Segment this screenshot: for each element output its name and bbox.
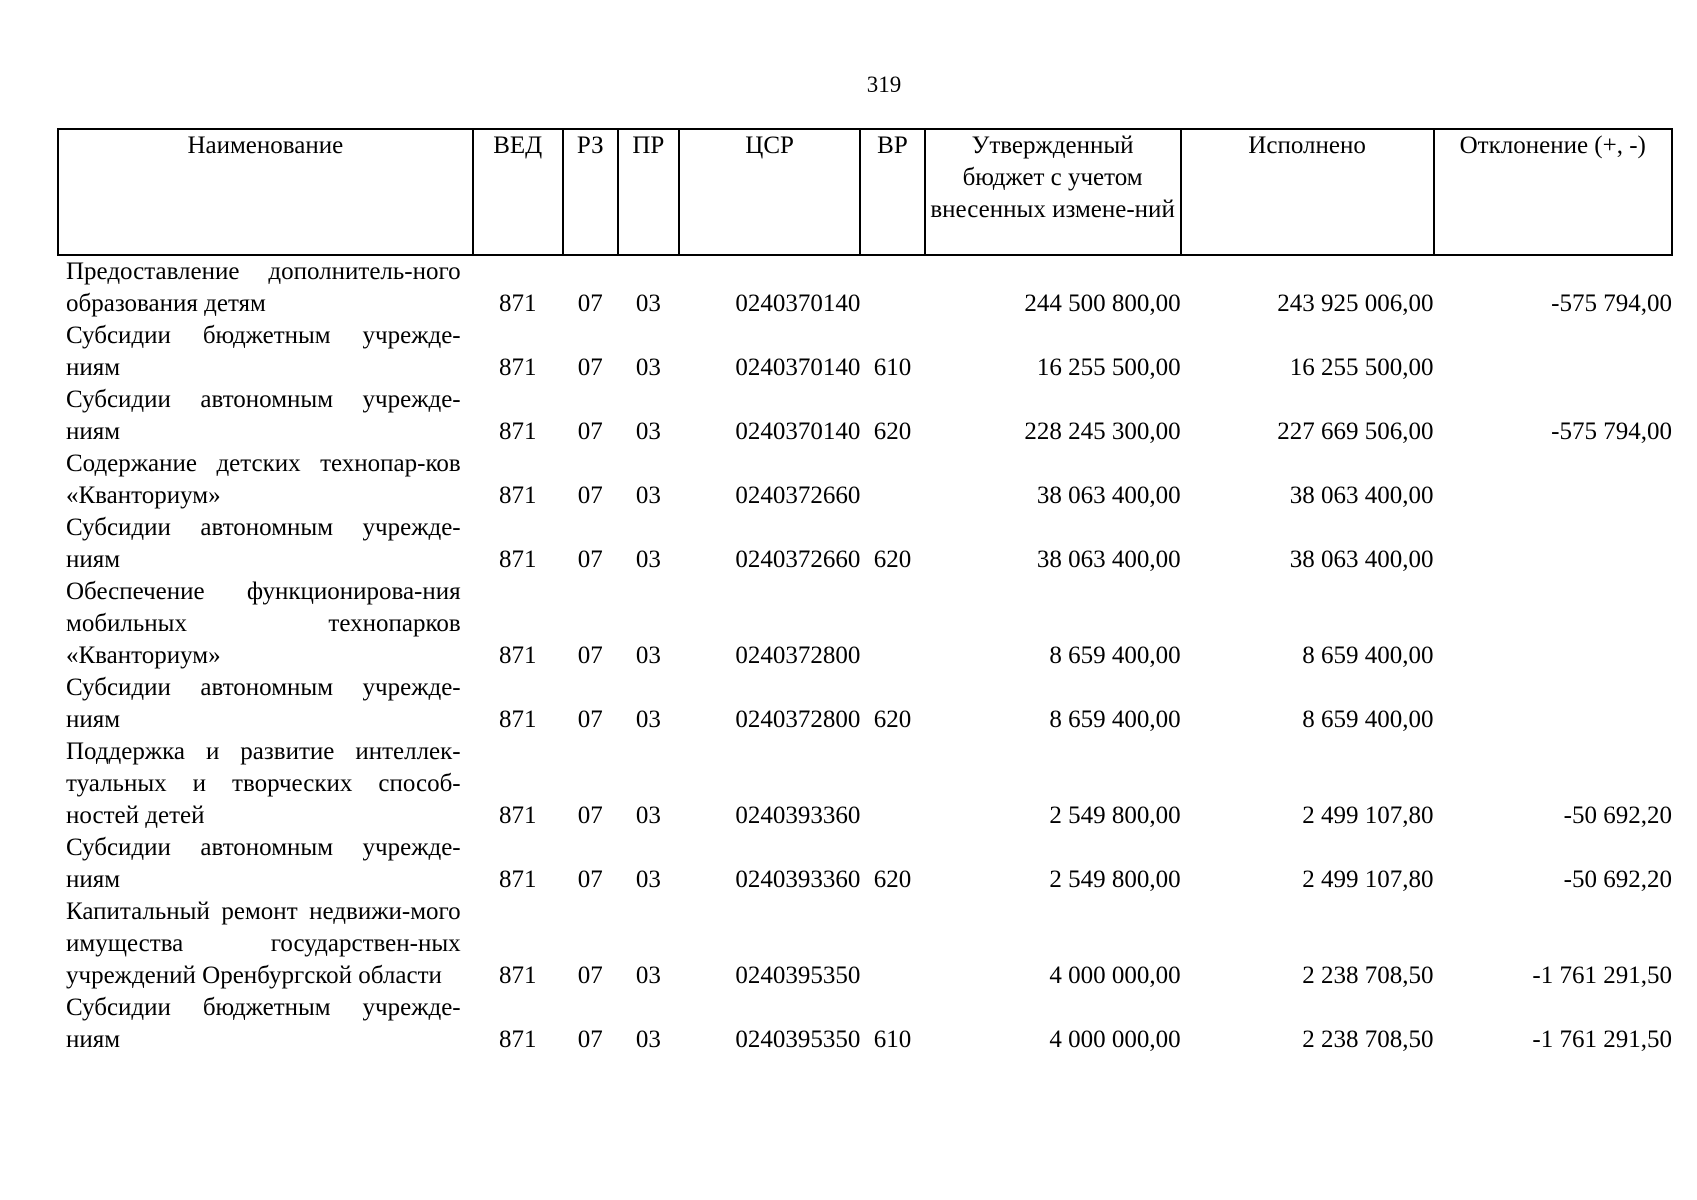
row-csr: 0240372660: [735, 546, 861, 573]
row-csr: 0240370140: [735, 418, 861, 445]
row-rz: 07: [577, 482, 603, 509]
row-name: Субсидии автономным учрежде-ниям: [66, 674, 461, 733]
header-pr: ПР: [618, 129, 679, 255]
row-name: Обеспечение функционирова-ния мобильных технопарков «Кванториум»: [66, 578, 461, 669]
row-approved-budget: 16 255 500,00: [1036, 354, 1181, 381]
row-name: Содержание детских технопар-ков «Кванториум»: [66, 450, 461, 509]
row-ved: 871: [498, 642, 537, 669]
row-name: Поддержка и развитие интеллек-туальных и творческих способ-ностей детей: [66, 738, 461, 829]
row-csr: 0240372800: [735, 642, 861, 669]
row-approved-budget: 8 659 400,00: [1049, 642, 1181, 669]
row-name: Предоставление дополнитель-ного образования детям: [66, 258, 461, 317]
row-rz: 07: [577, 354, 603, 381]
row-deviation: -575 794,00: [1551, 418, 1672, 445]
row-deviation: [1434, 320, 1672, 384]
header-name: Наименование: [58, 129, 473, 255]
row-deviation: [1434, 448, 1672, 512]
header-approved-budget: Утвержденный бюджет с учетом внесенных измене-ний: [925, 129, 1181, 255]
header-executed: Исполнено: [1181, 129, 1434, 255]
row-csr: 0240372660: [735, 482, 861, 509]
row-rz: 07: [577, 418, 603, 445]
row-ved: 871: [498, 354, 537, 381]
row-csr: 0240395350: [735, 962, 861, 989]
row-approved-budget: 8 659 400,00: [1049, 706, 1181, 733]
row-executed: 38 063 400,00: [1289, 482, 1434, 509]
row-executed: 2 238 708,50: [1302, 962, 1434, 989]
row-name: Субсидии бюджетным учрежде-ниям: [66, 322, 461, 381]
budget-execution-table: [57, 128, 1673, 1056]
row-vr: 620: [873, 866, 912, 893]
row-name: Субсидии автономным учрежде-ниям: [66, 834, 461, 893]
row-rz: 07: [577, 1026, 603, 1053]
row-csr: 0240393360: [735, 802, 861, 829]
row-pr: 03: [635, 706, 661, 733]
page-number: 319: [866, 72, 902, 97]
header-ved: ВЕД: [473, 129, 563, 255]
table-body: [58, 255, 1672, 1056]
row-ved: 871: [498, 290, 537, 317]
row-csr: 0240395350: [735, 1026, 861, 1053]
row-vr: 620: [873, 418, 912, 445]
row-vr: 620: [873, 546, 912, 573]
table-row: [58, 672, 1672, 736]
row-vr: 610: [873, 354, 912, 381]
table-row: [58, 384, 1672, 448]
table-row: [58, 576, 1672, 672]
row-csr: 0240370140: [735, 290, 861, 317]
row-approved-budget: 2 549 800,00: [1049, 802, 1181, 829]
row-pr: 03: [635, 802, 661, 829]
header-vr: ВР: [860, 129, 924, 255]
row-approved-budget: 4 000 000,00: [1049, 962, 1181, 989]
row-approved-budget: 38 063 400,00: [1036, 482, 1181, 509]
row-approved-budget: 2 549 800,00: [1049, 866, 1181, 893]
row-rz: 07: [577, 546, 603, 573]
table-row: [58, 736, 1672, 832]
row-pr: 03: [635, 418, 661, 445]
row-vr: [860, 448, 924, 512]
row-ved: 871: [498, 802, 537, 829]
row-pr: 03: [635, 866, 661, 893]
row-executed: 8 659 400,00: [1302, 642, 1434, 669]
row-executed: 8 659 400,00: [1302, 706, 1434, 733]
row-pr: 03: [635, 354, 661, 381]
row-executed: 38 063 400,00: [1289, 546, 1434, 573]
row-vr: 620: [873, 706, 912, 733]
table-row: [58, 255, 1672, 320]
row-rz: 07: [577, 962, 603, 989]
row-approved-budget: 228 245 300,00: [1024, 418, 1181, 445]
row-rz: 07: [577, 802, 603, 829]
row-approved-budget: 4 000 000,00: [1049, 1026, 1181, 1053]
row-name: Субсидии автономным учрежде-ниям: [66, 386, 461, 445]
row-ved: 871: [498, 1026, 537, 1053]
row-approved-budget: 38 063 400,00: [1036, 546, 1181, 573]
table-header: [58, 129, 1672, 255]
row-deviation: -50 692,20: [1563, 866, 1672, 893]
row-executed: 243 925 006,00: [1277, 290, 1434, 317]
row-executed: 227 669 506,00: [1277, 418, 1434, 445]
row-deviation: [1434, 576, 1672, 672]
row-rz: 07: [577, 866, 603, 893]
row-vr: [860, 736, 924, 832]
row-ved: 871: [498, 706, 537, 733]
row-deviation: -1 761 291,50: [1532, 962, 1672, 989]
row-pr: 03: [635, 482, 661, 509]
row-pr: 03: [635, 546, 661, 573]
table-row: [58, 832, 1672, 896]
header-rz: РЗ: [563, 129, 618, 255]
row-pr: 03: [635, 642, 661, 669]
row-deviation: [1434, 672, 1672, 736]
row-pr: 03: [635, 1026, 661, 1053]
row-name: Капитальный ремонт недвижи-мого имущества государствен-ных учреждений Оренбургской области: [66, 898, 461, 989]
row-deviation: -1 761 291,50: [1532, 1026, 1672, 1053]
header-deviation: Отклонение (+, -): [1434, 129, 1672, 255]
row-pr: 03: [635, 962, 661, 989]
header-csr: ЦСР: [679, 129, 860, 255]
row-vr: [860, 896, 924, 992]
table-row: [58, 320, 1672, 384]
row-executed: 2 499 107,80: [1302, 802, 1434, 829]
row-executed: 2 238 708,50: [1302, 1026, 1434, 1053]
table-row: [58, 896, 1672, 992]
row-vr: [860, 576, 924, 672]
row-rz: 07: [577, 642, 603, 669]
row-deviation: [1434, 512, 1672, 576]
row-ved: 871: [498, 546, 537, 573]
row-rz: 07: [577, 290, 603, 317]
row-rz: 07: [577, 706, 603, 733]
row-executed: 16 255 500,00: [1289, 354, 1434, 381]
row-ved: 871: [498, 418, 537, 445]
row-approved-budget: 244 500 800,00: [1024, 290, 1181, 317]
row-ved: 871: [498, 482, 537, 509]
row-pr: 03: [635, 290, 661, 317]
row-csr: 0240372800: [735, 706, 861, 733]
row-deviation: -575 794,00: [1551, 290, 1672, 317]
row-executed: 2 499 107,80: [1302, 866, 1434, 893]
header-row: [58, 129, 1672, 255]
row-name: Субсидии автономным учрежде-ниям: [66, 514, 461, 573]
row-vr: 610: [873, 1026, 912, 1053]
row-ved: 871: [498, 962, 537, 989]
table-row: [58, 992, 1672, 1056]
row-csr: 0240370140: [735, 354, 861, 381]
row-ved: 871: [498, 866, 537, 893]
budget-table-container: [57, 128, 1673, 1056]
row-vr: [860, 255, 924, 320]
row-csr: 0240393360: [735, 866, 861, 893]
row-name: Субсидии бюджетным учрежде-ниям: [66, 994, 461, 1053]
row-deviation: -50 692,20: [1563, 802, 1672, 829]
table-row: [58, 448, 1672, 512]
table-row: [58, 512, 1672, 576]
